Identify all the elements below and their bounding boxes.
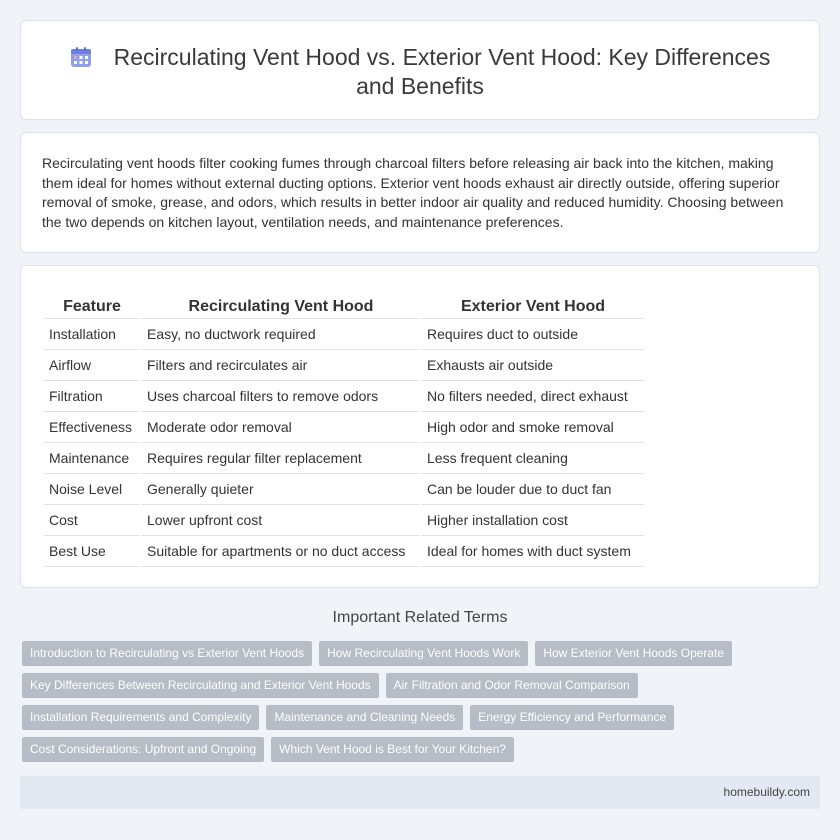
exterior-cell: Exhausts air outside <box>422 350 644 381</box>
related-tags-row <box>22 737 514 762</box>
comparison-table <box>42 295 646 567</box>
recirculating-cell: Uses charcoal filters to remove odors <box>142 381 420 412</box>
header-feature: Feature <box>44 295 140 319</box>
related-tag[interactable]: Cost Considerations: Upfront and Ongoing <box>22 737 264 762</box>
intro-paragraph: Recirculating vent hoods filter cooking fumes through charcoal filters before releasing air back into the kitchen, making them ideal for homes without external ducting options. Exterior vent hoods exhaust air directly outside, offering superior removal of smoke, grease, and odors, which results in better indoor air quality and reduced humidity. Choosing between the two depends on kitchen layout, ventilation needs, and maintenance preferences. <box>42 155 784 230</box>
feature-cell: Filtration <box>44 381 140 412</box>
related-tag[interactable]: Maintenance and Cleaning Needs <box>266 705 463 730</box>
table-header-row <box>44 295 644 319</box>
footer <box>20 776 820 809</box>
feature-cell: Cost <box>44 505 140 536</box>
table-row <box>44 474 644 505</box>
recirculating-cell: Suitable for apartments or no duct access <box>142 536 420 567</box>
recirculating-cell: Lower upfront cost <box>142 505 420 536</box>
page-title: Recirculating Vent Hood vs. Exterior Vent Hood: Key Differences and Benefits <box>113 44 771 99</box>
related-tags-row <box>22 705 674 730</box>
related-tags-row <box>22 673 638 698</box>
exterior-cell: Can be louder due to duct fan <box>422 474 644 505</box>
table-row <box>44 350 644 381</box>
feature-cell: Installation <box>44 319 140 350</box>
feature-cell: Noise Level <box>44 474 140 505</box>
related-tag[interactable]: How Exterior Vent Hoods Operate <box>535 641 732 666</box>
table-row <box>44 443 644 474</box>
exterior-cell: High odor and smoke removal <box>422 412 644 443</box>
exterior-cell: Less frequent cleaning <box>422 443 644 474</box>
recirculating-cell: Moderate odor removal <box>142 412 420 443</box>
recirculating-cell: Generally quieter <box>142 474 420 505</box>
feature-cell: Maintenance <box>44 443 140 474</box>
table-row <box>44 505 644 536</box>
header-exterior: Exterior Vent Hood <box>422 295 644 319</box>
related-tag[interactable]: Introduction to Recirculating vs Exterior Vent Hoods <box>22 641 312 666</box>
related-tag[interactable]: Air Filtration and Odor Removal Comparison <box>386 673 638 698</box>
related-tag[interactable]: How Recirculating Vent Hoods Work <box>319 641 528 666</box>
table-row <box>44 412 644 443</box>
feature-cell: Effectiveness <box>44 412 140 443</box>
feature-cell: Best Use <box>44 536 140 567</box>
related-tag[interactable]: Key Differences Between Recirculating and Exterior Vent Hoods <box>22 673 379 698</box>
page-title-wrap <box>51 43 789 101</box>
related-tag[interactable]: Energy Efficiency and Performance <box>470 705 674 730</box>
table-row <box>44 381 644 412</box>
related-terms-title: Important Related Terms <box>332 609 508 626</box>
header-card <box>20 20 820 120</box>
exterior-cell: Ideal for homes with duct system <box>422 536 644 567</box>
recirculating-cell: Requires regular filter replacement <box>142 443 420 474</box>
table-row <box>44 536 644 567</box>
recirculating-cell: Filters and recirculates air <box>142 350 420 381</box>
calendar-icon <box>70 46 92 68</box>
exterior-cell: Requires duct to outside <box>422 319 644 350</box>
comparison-card <box>20 265 820 588</box>
related-tag[interactable]: Installation Requirements and Complexity <box>22 705 259 730</box>
table-row <box>44 319 644 350</box>
feature-cell: Airflow <box>44 350 140 381</box>
exterior-cell: No filters needed, direct exhaust <box>422 381 644 412</box>
related-tag[interactable]: Which Vent Hood is Best for Your Kitchen? <box>271 737 514 762</box>
footer-site-link[interactable]: homebuildy.com <box>723 785 810 799</box>
intro-card <box>20 132 820 253</box>
recirculating-cell: Easy, no ductwork required <box>142 319 420 350</box>
header-recirculating: Recirculating Vent Hood <box>142 295 420 319</box>
exterior-cell: Higher installation cost <box>422 505 644 536</box>
related-tags-row <box>22 641 732 666</box>
